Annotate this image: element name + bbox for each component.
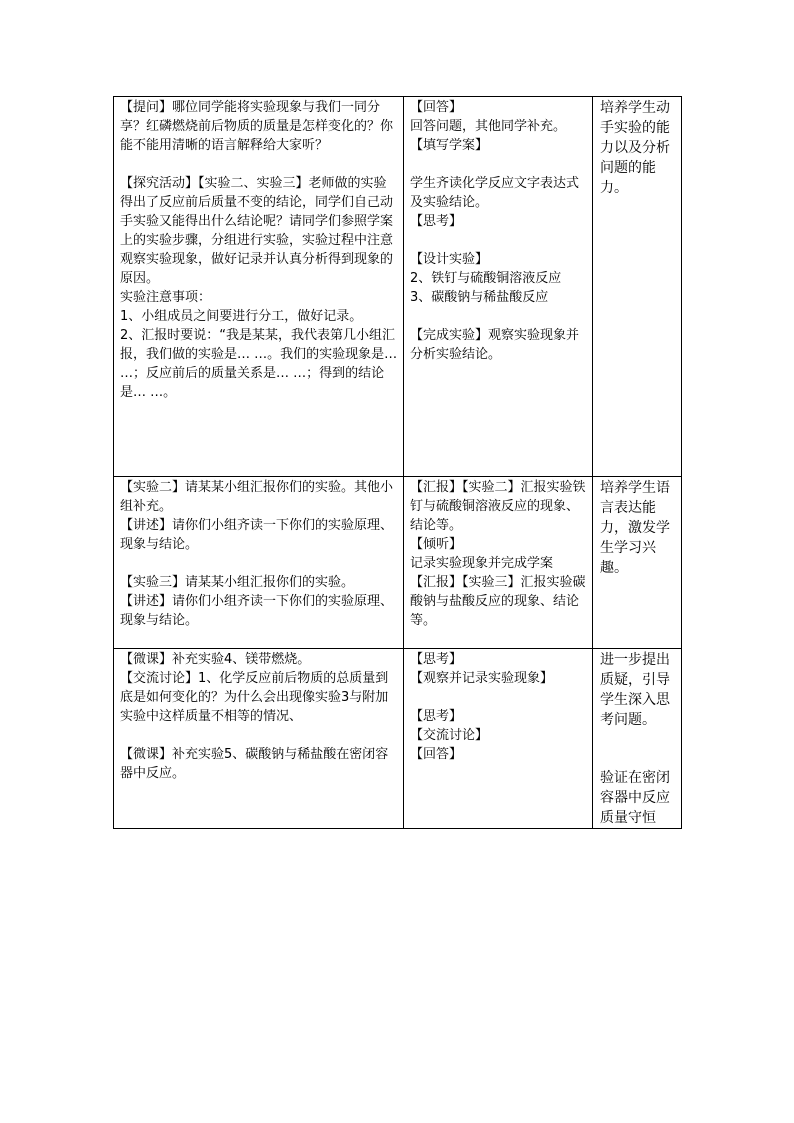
student-paragraph: 【汇报】【实验三】汇报实验碳酸钠与盐酸反应的现象、结论等。 <box>410 575 586 628</box>
student-activity-cell <box>404 97 593 477</box>
student-paragraph: 【倾听】 <box>410 537 463 552</box>
student-paragraph: 【思考】 <box>410 652 463 667</box>
teacher-paragraph: 【交流讨论】1、化学反应前后物质的总质量到底是如何变化的？为什么会出现像实验3与附加实验中这样质量不相等的情况、 <box>120 671 389 724</box>
student-paragraph: 【思考】 <box>410 709 463 724</box>
teacher-paragraph: 【实验二】请某某小组汇报你们的实验。其他小组补充。 <box>120 480 394 514</box>
table-row <box>114 97 682 477</box>
teacher-activity-cell <box>114 97 404 477</box>
teacher-paragraph: 实验注意事项： <box>120 290 212 305</box>
student-paragraph: 【汇报】【实验二】汇报实验铁钉与硫酸铜溶液反应的现象、结论等。 <box>410 480 586 533</box>
teacher-paragraph: 【提问】哪位同学能将实验现象与我们一同分享？红磷燃烧前后物质的质量是怎样变化的？你能不能用清晰的语言解释给大家听？ <box>120 100 394 153</box>
teacher-paragraph: 【微课】补充实验5、碳酸钠与稀盐酸在密闭容器中反应。 <box>120 747 389 781</box>
student-paragraph: 回答问题，其他同学补充。 <box>410 119 567 134</box>
design-intent-cell <box>593 97 682 477</box>
student-paragraph: 学生齐读化学反应文字表达式及实验结论。 <box>410 176 580 210</box>
intent-paragraph: 验证在密闭容器中反应质量守恒 <box>600 770 670 826</box>
student-paragraph: 2、铁钉与硫酸铜溶液反应 <box>410 271 562 286</box>
student-paragraph: 【回答】 <box>410 100 463 115</box>
intent-paragraph: 培养学生动手实验的能力以及分析问题的能力。 <box>600 100 670 196</box>
teacher-activity-cell <box>114 649 404 829</box>
student-activity-cell <box>404 477 593 649</box>
intent-paragraph: 进一步提出质疑，引导学生深入思考问题。 <box>600 652 670 728</box>
teacher-paragraph: 2、汇报时要说：“我是某某，我代表第几小组汇报，我们做的实验是… …。我们的实验现象是… …；反应前后的质量关系是… …；得到的结论是… …。 <box>120 328 398 400</box>
design-intent-cell <box>593 477 682 649</box>
student-paragraph: 【设计实验】 <box>410 252 489 267</box>
lesson-plan-table <box>113 96 682 829</box>
teacher-paragraph: 1、小组成员之间要进行分工，做好记录。 <box>120 309 363 324</box>
teacher-paragraph: 【讲述】请你们小组齐读一下你们的实验原理、现象与结论。 <box>120 594 394 628</box>
design-intent-cell <box>593 649 682 829</box>
teacher-activity-cell <box>114 477 404 649</box>
student-activity-cell <box>404 649 593 829</box>
student-paragraph: 【完成实验】观察实验现象并分析实验结论。 <box>410 328 580 362</box>
teacher-paragraph: 【讲述】请你们小组齐读一下你们的实验原理、现象与结论。 <box>120 518 394 552</box>
table-row <box>114 649 682 829</box>
intent-paragraph: 培养学生语言表达能力，激发学生学习兴趣。 <box>600 480 670 576</box>
student-paragraph: 【交流讨论】 <box>410 728 489 743</box>
student-paragraph: 3、碳酸钠与稀盐酸反应 <box>410 290 549 305</box>
student-paragraph: 【填写学案】 <box>410 138 489 153</box>
teacher-paragraph: 【微课】补充实验4、镁带燃烧。 <box>120 652 311 667</box>
teacher-paragraph: 【探究活动】【实验二、实验三】老师做的实验得出了反应前后质量不变的结论，同学们自己动手实验又能得出什么结论呢？请同学们参照学案上的实验步骤，分组进行实验，实验过程中注意观察实验现象，做好记录并认真分析得到现象的原因。 <box>120 176 394 286</box>
table-row <box>114 477 682 649</box>
student-paragraph: 【思考】 <box>410 214 463 229</box>
teacher-paragraph: 【实验三】请某某小组汇报你们的实验。 <box>120 575 355 590</box>
student-paragraph: 【观察并记录实验现象】 <box>410 671 554 686</box>
student-paragraph: 【回答】 <box>410 747 463 762</box>
student-paragraph: 记录实验现象并完成学案 <box>410 556 554 571</box>
